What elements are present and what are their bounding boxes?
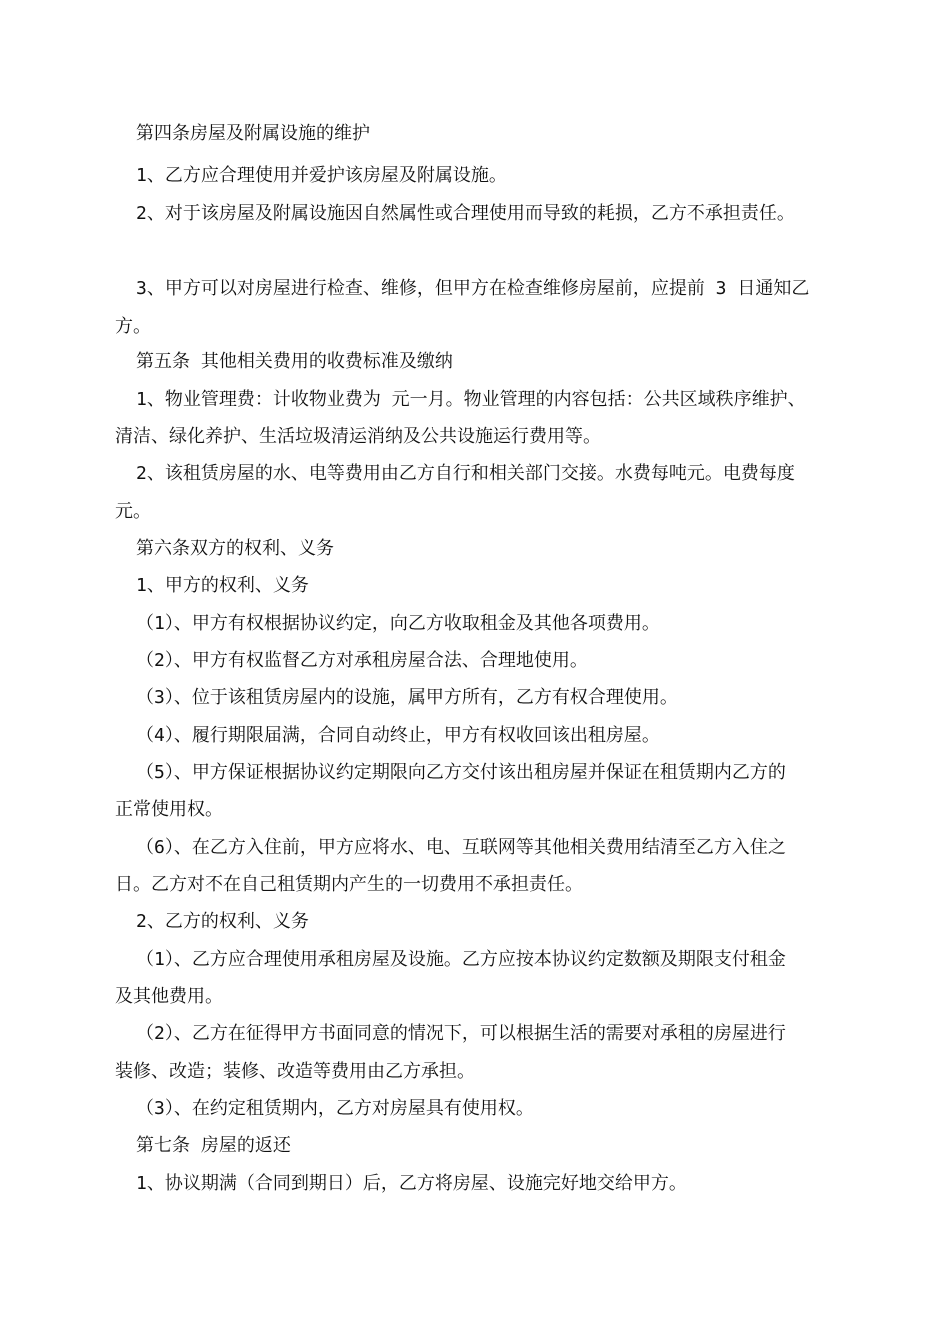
article-5-clause-2-cont: 元。 — [115, 501, 151, 522]
party-a-item-6: （6）、在乙方入住前，甲方应将水、电、互联网等其他相关费用结清至乙方入住之 — [136, 837, 786, 858]
article-7-clause-1: 1、协议期满（合同到期日）后，乙方将房屋、设施完好地交给甲方。 — [136, 1173, 687, 1194]
party-b-item-3: （3）、在约定租赁期内，乙方对房屋具有使用权。 — [136, 1098, 534, 1119]
party-a-item-3: （3）、位于该租赁房屋内的设施，属甲方所有，乙方有权合理使用。 — [136, 687, 678, 708]
article-4-heading: 第四条房屋及附属设施的维护 — [136, 123, 370, 144]
party-b-item-1: （1）、乙方应合理使用承租房屋及设施。乙方应按本协议约定数额及期限支付租金 — [136, 949, 786, 970]
article-4-clause-3: 3、甲方可以对房屋进行检查、维修，但甲方在检查维修房屋前，应提前 3 日通知乙 — [136, 278, 810, 299]
party-b-item-1-cont: 及其他费用。 — [115, 986, 223, 1007]
article-6-section-2: 2、乙方的权利、义务 — [136, 911, 309, 932]
article-4-clause-3-cont: 方。 — [115, 316, 151, 337]
article-5-clause-1: 1、物业管理费：计收物业费为 元一月。物业管理的内容包括：公共区域秩序维护、 — [136, 389, 806, 410]
article-4-clause-1: 1、乙方应合理使用并爱护该房屋及附属设施。 — [136, 165, 507, 186]
article-6-section-1: 1、甲方的权利、义务 — [136, 575, 309, 596]
party-a-item-4: （4）、履行期限届满，合同自动终止，甲方有权收回该出租房屋。 — [136, 725, 660, 746]
article-5-heading: 第五条 其他相关费用的收费标准及缴纳 — [136, 351, 453, 372]
article-5-clause-2: 2、该租赁房屋的水、电等费用由乙方自行和相关部门交接。水费每吨元。电费每度 — [136, 463, 795, 484]
party-a-item-5-cont: 正常使用权。 — [115, 799, 223, 820]
article-5-clause-1-cont: 清洁、绿化养护、生活垃圾清运消纳及公共设施运行费用等。 — [115, 426, 601, 447]
article-6-heading: 第六条双方的权利、义务 — [136, 538, 334, 559]
party-a-item-2: （2）、甲方有权监督乙方对承租房屋合法、合理地使用。 — [136, 650, 588, 671]
article-4-clause-2: 2、对于该房屋及附属设施因自然属性或合理使用而导致的耗损，乙方不承担责任。 — [136, 203, 795, 224]
article-7-heading: 第七条 房屋的返还 — [136, 1135, 291, 1156]
party-a-item-6-cont: 日。乙方对不在自己租赁期内产生的一切费用不承担责任。 — [115, 874, 583, 895]
party-b-item-2-cont: 装修、改造；装修、改造等费用由乙方承担。 — [115, 1061, 475, 1082]
party-b-item-2: （2）、乙方在征得甲方书面同意的情况下，可以根据生活的需要对承租的房屋进行 — [136, 1023, 786, 1044]
party-a-item-5: （5）、甲方保证根据协议约定期限向乙方交付该出租房屋并保证在租赁期内乙方的 — [136, 762, 786, 783]
party-a-item-1: （1）、甲方有权根据协议约定，向乙方收取租金及其他各项费用。 — [136, 613, 660, 634]
